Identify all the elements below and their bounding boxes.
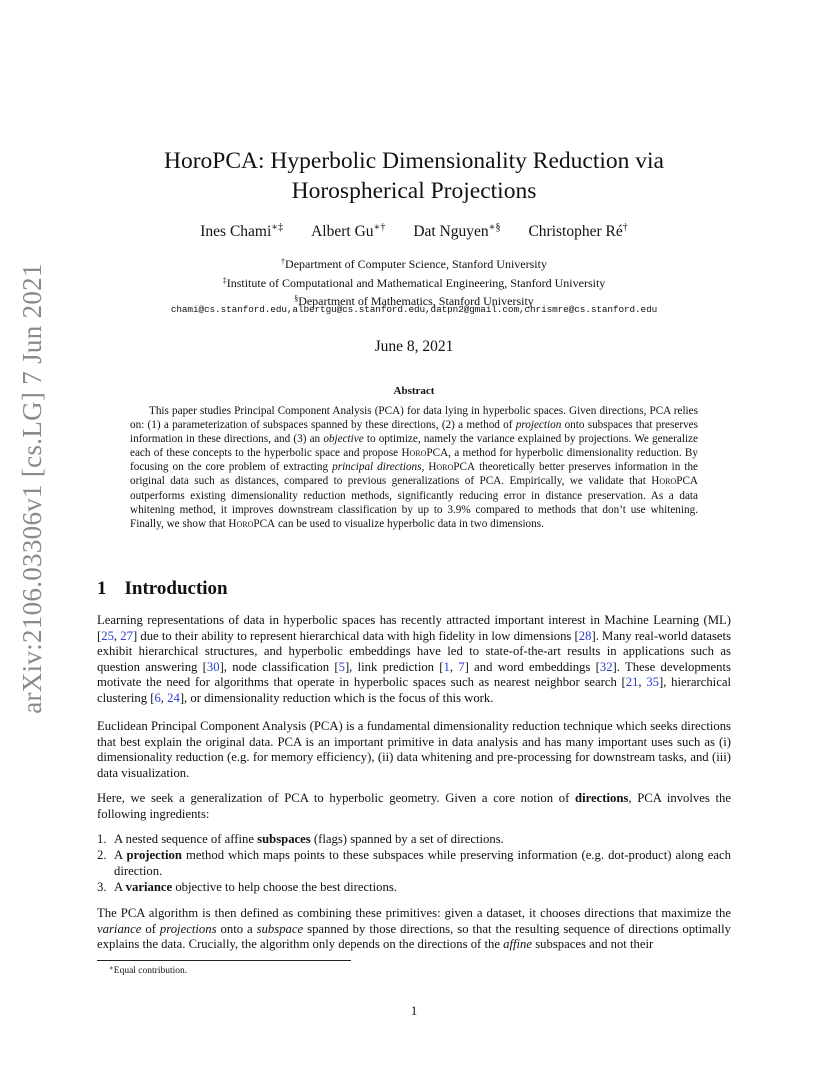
paragraph-text: ], or dimensionality reduction which is the focus of this work. xyxy=(179,690,494,705)
intro-paragraph xyxy=(97,613,731,707)
list-number: 3. xyxy=(97,879,107,894)
citation-link[interactable]: 6 xyxy=(154,690,161,705)
citation-link[interactable]: 28 xyxy=(578,628,592,643)
paragraph-text: , xyxy=(638,675,647,690)
method-name: HoroPCA xyxy=(651,475,698,488)
paragraph-text: , xyxy=(160,690,168,705)
paragraph-text: Here, we seek a generalization of PCA to hyperbolic geometry. Given a core notion of xyxy=(97,791,576,805)
author-marks: † xyxy=(622,222,628,233)
italic-term: subspace xyxy=(256,921,304,936)
method-name: HoroPCA xyxy=(228,517,276,530)
bold-term: variance xyxy=(125,879,173,894)
paragraph-text: objective to help choose the best directions. xyxy=(172,879,397,894)
abstract-text: , xyxy=(421,461,429,474)
paper-title xyxy=(0,146,828,206)
paragraph-text: ], hierarchical clustering [ xyxy=(97,675,731,705)
author xyxy=(311,222,385,241)
affiliation xyxy=(0,254,828,273)
method-name: HoroPCA xyxy=(401,447,449,460)
abstract-heading: Abstract xyxy=(393,385,435,397)
intro-paragraph xyxy=(97,906,731,953)
citation-link[interactable]: 32 xyxy=(599,659,613,674)
paragraph-text: of xyxy=(141,921,160,936)
affiliation-text: Department of Mathematics, Stanford University xyxy=(298,294,534,308)
italic-term: projections xyxy=(159,921,217,936)
italic-term: affine xyxy=(503,937,533,952)
paragraph-text: ]. These developments motivate the need for algorithms that operate in hyperbolic spaces such as nearest neighbor search [ xyxy=(97,659,731,690)
footnote xyxy=(109,964,187,976)
paragraph-text: A nested sequence of affine xyxy=(114,832,258,846)
section-number: 1 xyxy=(97,578,107,599)
italic-term: variance xyxy=(97,921,142,936)
paragraph-text: subspaces and not their xyxy=(532,937,654,952)
list-number: 2. xyxy=(97,848,107,863)
affiliation-text: Department of Computer Science, Stanford University xyxy=(285,257,547,271)
paragraph-text: ], link prediction [ xyxy=(344,659,444,674)
author xyxy=(528,222,627,241)
title-line: Horospherical Projections xyxy=(291,178,537,204)
ingredient-list xyxy=(97,832,731,896)
list-number: 1. xyxy=(97,832,107,846)
paragraph-text: ]. Many real-world datasets exhibit hierarchical structures, and hyperbolic embeddings have led to state-of-the-art results in applications such as question answering [ xyxy=(97,628,732,674)
paragraph-text: ] and word embeddings [ xyxy=(464,659,600,674)
footnote-divider xyxy=(97,960,351,961)
abstract-text: This paper studies Principal Component Analysis (PCA) for data lying in hyperbolic spaces. Given directions, PCA relies on: (1) a parameterization of subspaces spanned by these directions, (2) a method of xyxy=(130,405,698,432)
intro-paragraph: Euclidean Principal Component Analysis (PCA) is a fundamental dimensionality reduction technique which seeks directions that best explain the original data. PCA is an important primitive in data analysis and has many important uses such as (i) dimensionality reduction (e.g. for memory efficiency), (ii) data whitening and pre-processing for downstream tasks, and (iii) data visualization. xyxy=(97,719,731,780)
citation-link[interactable]: 24 xyxy=(167,690,180,705)
author xyxy=(413,222,500,241)
paragraph-text: , PCA involves the following ingredients: xyxy=(97,791,731,821)
bold-term: directions xyxy=(575,791,629,805)
affiliation xyxy=(0,273,828,292)
paper-date: June 8, 2021 xyxy=(374,338,454,355)
bold-term: subspaces xyxy=(257,832,311,846)
citation-link[interactable]: 1 xyxy=(443,659,450,674)
author-name: Albert Gu xyxy=(311,223,374,240)
section-heading xyxy=(97,578,228,600)
paragraph-text: , xyxy=(113,628,121,643)
author-name: Christopher Ré xyxy=(528,223,623,240)
author xyxy=(200,222,283,241)
author-marks: ∗† xyxy=(373,222,386,233)
footnote-mark: ∗ xyxy=(109,964,114,972)
abstract-emphasis: projection xyxy=(515,419,562,432)
author-name: Ines Chami xyxy=(200,223,272,240)
affiliations xyxy=(0,254,828,310)
paragraph-text: , xyxy=(449,659,459,674)
abstract-text: onto subspaces that preserves information in these directions, and (3) an xyxy=(130,419,698,446)
intro-paragraph xyxy=(97,791,731,822)
author-marks: ∗‡ xyxy=(271,222,284,233)
paragraph-text: onto a xyxy=(216,921,257,936)
paragraph-text: Learning representations of data in hyperbolic spaces has recently attracted important interest in Machine Learning (ML) [ xyxy=(97,613,731,643)
affiliation-mark: § xyxy=(294,294,299,303)
paragraph-text: The PCA algorithm is then defined as combining these primitives: given a dataset, it chooses directions that maximize the xyxy=(97,906,731,920)
affiliation-mark: ‡ xyxy=(222,275,227,285)
paragraph-text: ] due to their ability to represent hierarchical data with high fidelity in low dimensions [ xyxy=(132,628,579,643)
citation-link[interactable]: 5 xyxy=(338,659,345,674)
abstract-emphasis: principal directions xyxy=(332,461,422,474)
title-line: HoroPCA: Hyperbolic Dimensionality Reduction via xyxy=(164,148,664,174)
author-marks: ∗§ xyxy=(488,222,501,233)
paragraph-text: (flags) spanned by a set of directions. xyxy=(310,832,504,846)
arxiv-identifier-text: arXiv:2106.03306v1 [cs.LG] 7 Jun 2021 xyxy=(16,262,47,714)
list-item xyxy=(97,832,731,848)
paragraph-text: spanned by those directions, so that the resulting sequence of directions optimally explains the data. Crucially, the algorithm only depends on the directions of the xyxy=(97,921,731,952)
abstract-text: to optimize, namely the variance explained by projections. We generalize each of these concepts to the hyperbolic space and propose xyxy=(130,433,698,460)
affiliation-text: Institute of Computational and Mathematical Engineering, Stanford University xyxy=(226,275,606,290)
section-title: Introduction xyxy=(124,578,228,599)
citation-link[interactable]: 27 xyxy=(120,628,133,643)
author-emails: chami@cs.stanford.edu,albertgu@cs.stanford.edu,datpn2@gmail.com,chrismre@cs.stanford.edu xyxy=(170,304,658,315)
author-name: Dat Nguyen xyxy=(413,223,489,240)
bold-term: projection xyxy=(126,848,182,863)
paragraph-text: ], node classification [ xyxy=(219,659,339,674)
abstract-text: can be used to visualize hyperbolic data in two dimensions. xyxy=(275,517,544,530)
citation-link[interactable]: 35 xyxy=(646,675,659,690)
list-item xyxy=(97,880,731,896)
author-list xyxy=(0,222,828,241)
abstract-text: outperforms existing dimensionality reduction methods, significantly reducing error in distance preservation. As a data whitening method, it improves downstream classification by up to 3.9% compared to methods that don’t use whitening. Finally, we show that xyxy=(130,489,698,530)
abstract-emphasis: objective xyxy=(323,433,364,446)
paragraph-text: A xyxy=(114,848,127,863)
citation-link[interactable]: 25 xyxy=(101,628,114,643)
method-name: HoroPCA xyxy=(428,461,476,474)
citation-link[interactable]: 21 xyxy=(625,675,639,690)
list-item xyxy=(97,848,731,879)
citation-link[interactable]: 7 xyxy=(458,659,465,674)
abstract-text: , a method for hyperbolic dimensionality reduction. By focusing on the core problem of extracting xyxy=(130,447,698,474)
footnote-text: Equal contribution. xyxy=(113,966,188,976)
page-number: 1 xyxy=(410,1004,418,1018)
affiliation-mark: † xyxy=(281,257,286,266)
citation-link[interactable]: 30 xyxy=(206,659,220,674)
paragraph-text: A xyxy=(114,879,126,894)
abstract-text: theoretically better preserves information in the original data such as distances, compared to previous generalizations of PCA. Empirically, we validate that xyxy=(130,461,699,488)
abstract-body xyxy=(130,404,698,531)
paragraph-text: method which maps points to these subspaces while preserving information (e.g. dot-product) along each direction. xyxy=(114,848,731,878)
